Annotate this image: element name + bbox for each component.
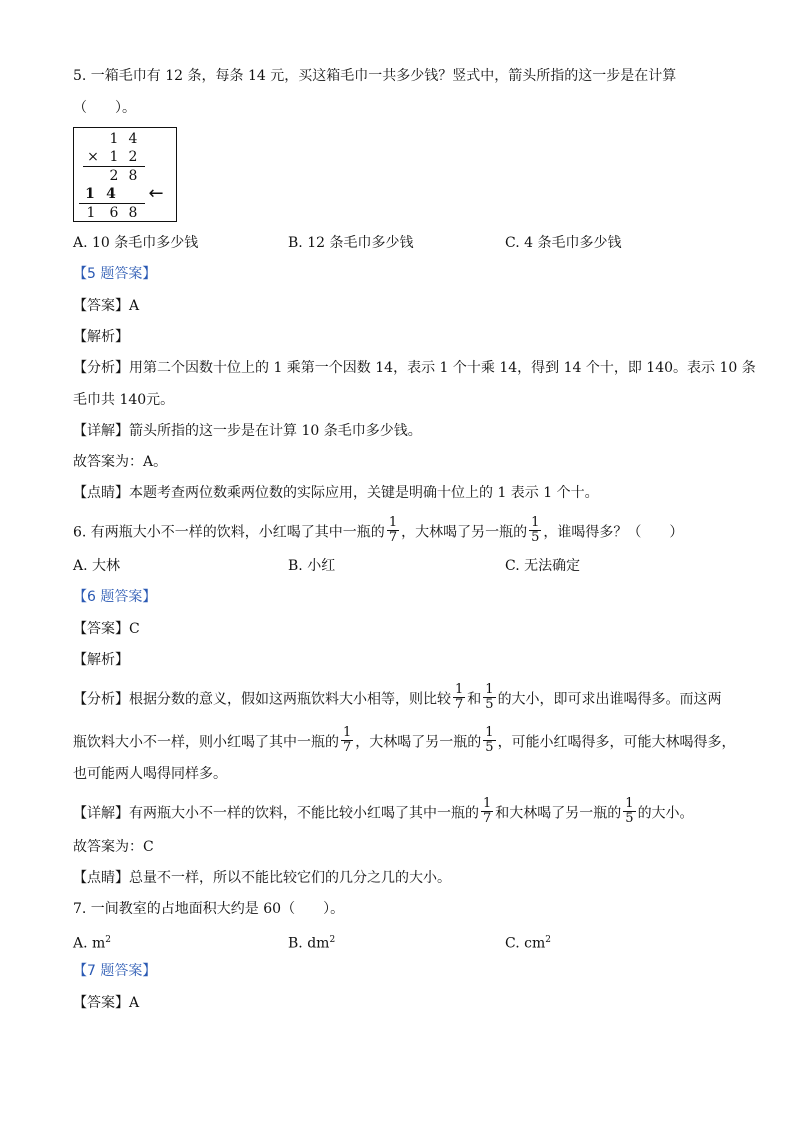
q6-fenxi-line3: 也可能两人喝得同样多。	[73, 766, 227, 782]
q7-stem: 7. 一间教室的占地面积大约是 60（ ）。	[73, 901, 345, 917]
q6-analysis-label: 【解析】	[73, 652, 129, 668]
q7-answer-header: 【7 题答案】	[73, 963, 157, 979]
fraction-one-fifth: $\frac{1}{5}$	[531, 515, 540, 545]
fraction-one-seventh: $\frac{1}{7}$	[343, 725, 352, 755]
calc-digit: 4	[128, 131, 138, 147]
multiply-sign: ×	[87, 149, 99, 165]
q7-answer: 【答案】A	[73, 995, 140, 1011]
fraction-one-fifth: $\frac{1}{5}$	[625, 796, 634, 826]
calc-rule	[83, 166, 145, 167]
calc-digit: 1	[86, 205, 96, 221]
q6-option-a[interactable]: A. 大林	[73, 558, 121, 574]
q5-fenxi-line1: 【分析】用第二个因数十位上的 1 乘第一个因数 14，表示 1 个十乘 14，得到 14 个十，即 140。表示 10 条	[73, 360, 756, 376]
q5-analysis-label: 【解析】	[73, 329, 129, 345]
q7-option-b[interactable]: B. $dm^2$	[288, 935, 336, 952]
calc-digit: 1	[109, 131, 119, 147]
calc-digit: 6	[109, 205, 119, 221]
q7-option-a[interactable]: A. $m^2$	[73, 935, 112, 952]
q5-fenxi-line2: 毛巾共 140元。	[73, 392, 175, 408]
q6-option-c[interactable]: C. 无法确定	[505, 558, 581, 574]
fraction-one-seventh: $\frac{1}{7}$	[455, 682, 464, 712]
q6-answer: 【答案】C	[73, 621, 140, 637]
q5-xiangjie: 【详解】箭头所指的这一步是在计算 10 条毛巾多少钱。	[73, 423, 422, 439]
q6-conclusion: 故答案为：C	[73, 839, 154, 855]
q6-fenxi-line2: 瓶饮料大小不一样，则小红喝了其中一瓶的 $\frac{1}{7}$ ，大林喝了另一瓶的 $\frac{1}{5}$ ，可能小红喝得多，可能大林喝得多，	[73, 725, 736, 755]
fraction-one-fifth: $\frac{1}{5}$	[485, 682, 494, 712]
q6-option-b[interactable]: B. 小红	[288, 558, 336, 574]
q5-option-a[interactable]: A. 10 条毛巾多少钱	[73, 235, 199, 251]
q5-stem: 5. 一箱毛巾有 12 条，每条 14 元，买这箱毛巾一共多少钱？竖式中，箭头所指的这一步是在计算	[73, 68, 677, 84]
q5-dianjing: 【点睛】本题考查两位数乘两位数的实际应用，关键是明确十位上的 1 表示 1 个十。	[73, 485, 599, 501]
vertical-multiplication	[73, 127, 177, 222]
fraction-one-fifth: $\frac{1}{5}$	[485, 725, 494, 755]
calc-digit: 1	[109, 149, 119, 165]
calc-digit: 2	[128, 149, 138, 165]
q5-option-b[interactable]: B. 12 条毛巾多少钱	[288, 235, 414, 251]
fraction-one-seventh: $\frac{1}{7}$	[388, 515, 398, 545]
q6-stem: 6. 有两瓶大小不一样的饮料，小红喝了其中一瓶的 $\frac{1}{7}$ ，大林喝了另一瓶的 $\frac{1}{5}$ ，谁喝得多？（ ）	[73, 515, 684, 545]
arrow-left-icon: ←	[148, 183, 164, 204]
q5-answer: 【答案】A	[73, 298, 140, 314]
q7-option-c[interactable]: C. $cm^2$	[505, 935, 551, 952]
q5-conclusion: 故答案为：A。	[73, 454, 168, 470]
q6-answer-header: 【6 题答案】	[73, 589, 157, 605]
calc-digit: 1	[85, 186, 95, 202]
calc-digit: 2	[109, 168, 119, 184]
fraction-one-seventh: $\frac{1}{7}$	[483, 796, 492, 826]
q5-option-c[interactable]: C. 4 条毛巾多少钱	[505, 235, 622, 251]
calc-digit: 8	[128, 168, 138, 184]
q5-blank: （ ）。	[73, 100, 136, 116]
q6-fenxi-line1: 【分析】根据分数的意义，假如这两瓶饮料大小相等，则比较 $\frac{1}{7}$ 和 $\frac{1}{5}$ 的大小，即可求出谁喝得多。而这两	[73, 682, 722, 712]
q6-dianjing: 【点睛】总量不一样，所以不能比较它们的几分之几的大小。	[73, 870, 451, 886]
q6-xiangjie: 【详解】有两瓶大小不一样的饮料，不能比较小红喝了其中一瓶的 $\frac{1}{7}$ 和大林喝了另一瓶的 $\frac{1}{5}$ 的大小。	[73, 796, 694, 826]
calc-rule	[79, 203, 145, 204]
calc-digit: 4	[106, 186, 116, 202]
q5-answer-header: 【5 题答案】	[73, 266, 157, 282]
calc-digit: 8	[128, 205, 138, 221]
